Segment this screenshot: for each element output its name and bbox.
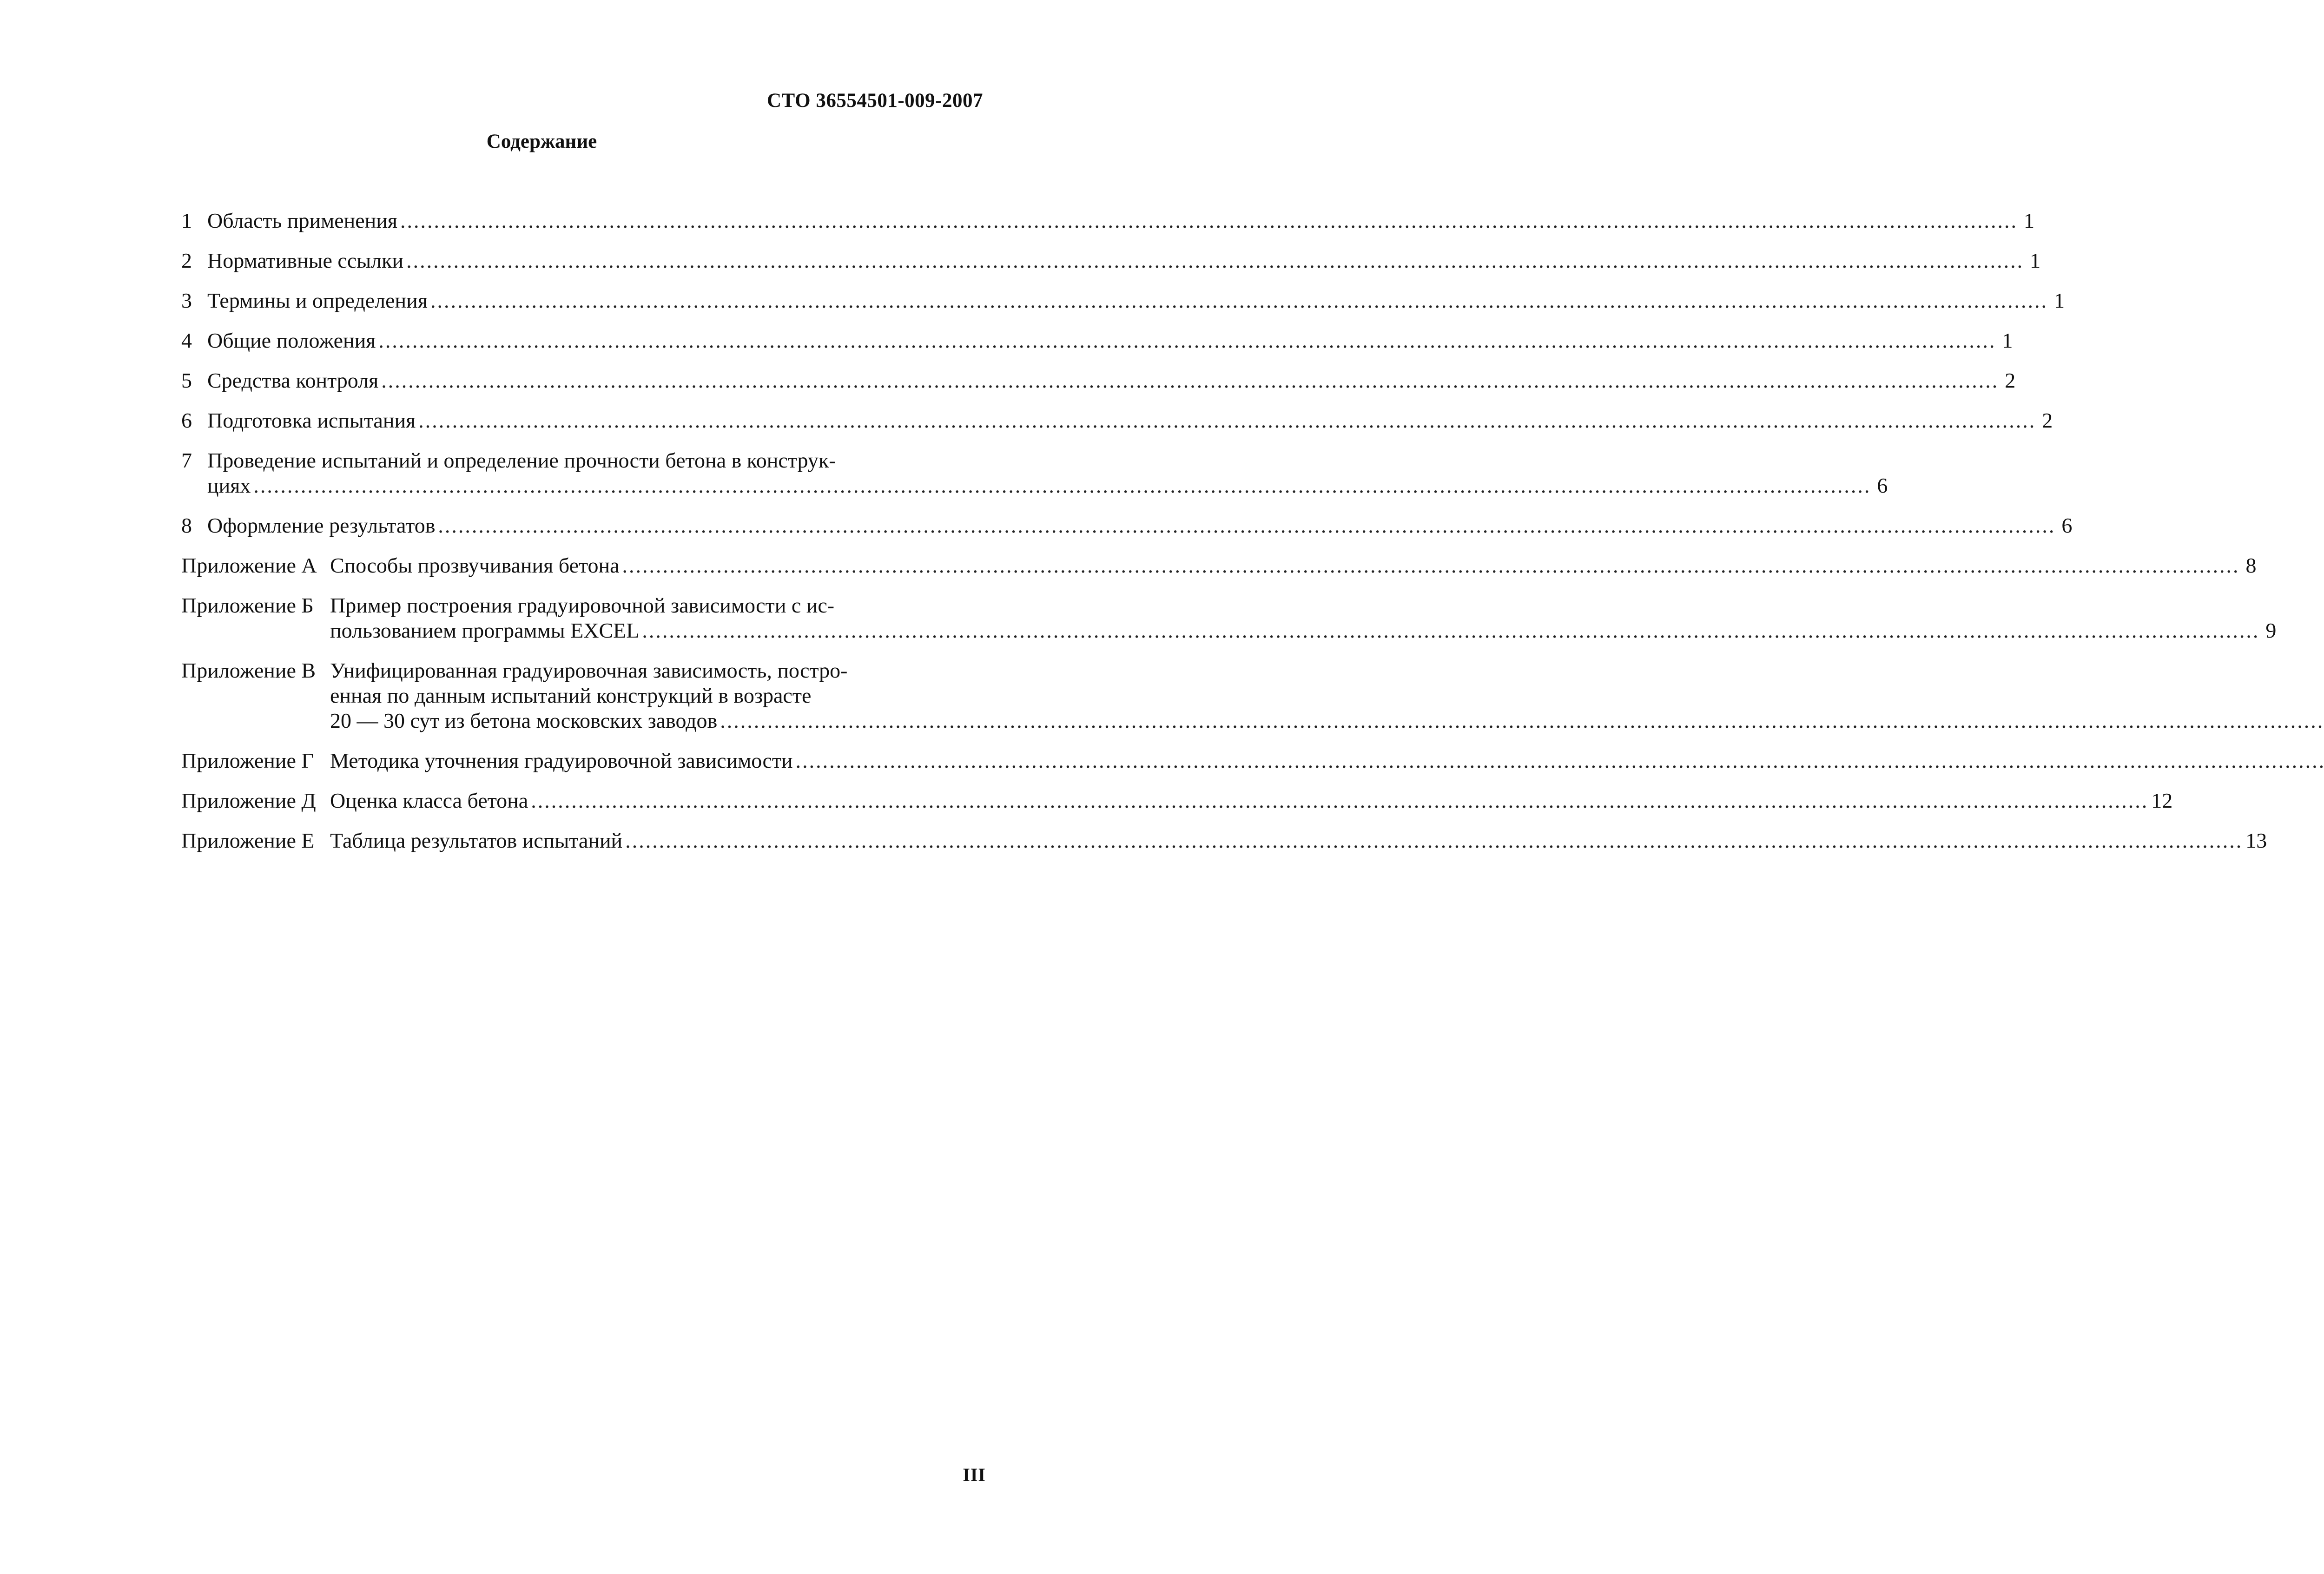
toc-entry-7[interactable] [181, 448, 1888, 498]
toc-entry-title: Нормативные ссылки [207, 249, 404, 272]
toc-entry-5[interactable] [181, 368, 2016, 393]
toc-appendix-v[interactable] [181, 658, 897, 733]
toc-appendix-title-continued: 20 — 30 сут из бетона московских заводов [330, 709, 718, 732]
toc-appendix-title: Таблица результатов испытаний [330, 829, 623, 852]
toc-appendix-page: 8 [2245, 553, 2257, 577]
toc-entry-title: Проведение испытаний и определение прочности бетона в конструк- [207, 448, 836, 472]
toc-entry-page: 1 [2024, 209, 2035, 232]
toc-entry-page: 6 [1877, 474, 1888, 497]
toc-entry-title: Средства контроля [207, 369, 379, 392]
toc-title: Содержание [486, 131, 597, 152]
dot-leader [400, 208, 2018, 233]
toc-entry-page: 2 [2042, 408, 2053, 432]
dot-leader [720, 708, 2324, 733]
toc-appendix-label: Приложение В [181, 659, 316, 682]
toc-entry-page: 1 [2002, 329, 2013, 352]
toc-entry-4[interactable] [181, 328, 2013, 353]
toc-appendix-b[interactable] [181, 593, 2277, 643]
toc-appendix-title: Методика уточнения градуировочной зависимости [330, 749, 793, 772]
dot-leader [381, 368, 1999, 393]
toc-entry-1[interactable] [181, 208, 2035, 233]
toc-entry-number: 6 [181, 408, 192, 432]
toc-appendix-label: Приложение Д [181, 789, 316, 812]
toc-entry-title: Оформление результатов [207, 514, 436, 537]
page-number: III [963, 1464, 986, 1485]
dot-leader [378, 328, 1996, 353]
toc-entry-number: 3 [181, 289, 192, 312]
toc-entry-title-continued: циях [207, 474, 251, 497]
dot-leader [430, 288, 2048, 313]
dot-leader [253, 473, 1871, 498]
toc-appendix-title-continued: пользованием программы EXCEL [330, 619, 640, 642]
toc-entry-number: 2 [181, 249, 192, 272]
toc-entry-2[interactable] [181, 248, 2041, 273]
dot-leader [438, 513, 2055, 538]
toc-entry-6[interactable] [181, 408, 2053, 433]
document-code: СТО 36554501-009-2007 [766, 90, 983, 112]
toc-entry-3[interactable] [181, 288, 2065, 313]
toc-entry-title: Подготовка испытания [207, 408, 416, 432]
toc-entry-page: 6 [2061, 514, 2073, 537]
toc-entry-number: 1 [181, 209, 192, 232]
dot-leader [418, 408, 2036, 433]
toc-appendix-title: Способы прозвучивания бетона [330, 553, 620, 577]
toc-entry-page: 2 [2005, 369, 2016, 392]
toc-appendix-e[interactable] [181, 828, 2267, 853]
dot-leader [642, 618, 2259, 643]
toc-appendix-a[interactable] [181, 553, 2257, 578]
toc-appendix-label: Приложение Б [181, 593, 314, 617]
toc-entry-page: 1 [2030, 249, 2041, 272]
toc-entry-number: 8 [181, 514, 192, 537]
toc-entry-title: Термины и определения [207, 289, 428, 312]
dot-leader [796, 748, 2324, 773]
toc-appendix-title: Пример построения градуировочной зависимости с ис- [330, 593, 835, 617]
toc-entry-title: Область применения [207, 209, 398, 232]
toc-entry-number: 4 [181, 329, 192, 352]
toc-appendix-title: Оценка класса бетона [330, 789, 528, 812]
dot-leader [531, 788, 2148, 813]
toc-appendix-title-continued: енная по данным испытаний конструкций в возрасте [330, 684, 812, 707]
toc-entry-number: 5 [181, 369, 192, 392]
toc-appendix-label: Приложение Е [181, 829, 315, 852]
toc-appendix-label: Приложение А [181, 553, 317, 577]
toc-entry-page: 1 [2053, 289, 2065, 312]
toc-appendix-page: 13 [2245, 829, 2267, 852]
toc-entry-title: Общие положения [207, 329, 376, 352]
toc-appendix-page: 12 [2151, 789, 2173, 812]
dot-leader [406, 248, 2024, 273]
dot-leader [622, 553, 2240, 578]
toc-appendix-page: 9 [2265, 619, 2277, 642]
toc-appendix-title: Унифицированная градуировочная зависимость, постро- [330, 659, 848, 682]
toc-appendix-g[interactable] [181, 748, 897, 773]
toc-appendix-d[interactable] [181, 788, 2173, 813]
dot-leader [625, 828, 2243, 853]
toc-entry-8[interactable] [181, 513, 2073, 538]
toc-entry-number: 7 [181, 448, 192, 472]
toc-appendix-label: Приложение Г [181, 749, 314, 772]
table-of-contents [181, 208, 2277, 868]
